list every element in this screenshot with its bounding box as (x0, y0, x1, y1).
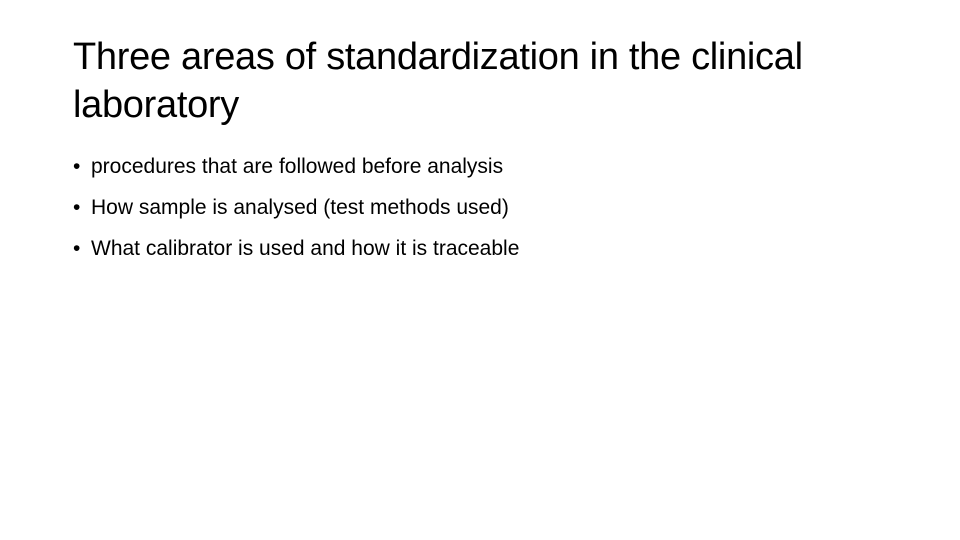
bullet-text: What calibrator is used and how it is traceable (91, 237, 520, 260)
bullet-icon: • (73, 237, 81, 260)
list-item (73, 146, 913, 187)
list-item (73, 187, 913, 228)
list-item (73, 228, 913, 269)
slide-title: Three areas of standardization in the clinical laboratory (73, 36, 803, 126)
bullet-text: procedures that are followed before analysis (91, 155, 504, 178)
bullet-text: How sample is analysed (test methods used) (91, 196, 509, 219)
bullet-list (73, 146, 913, 269)
bullet-icon: • (73, 196, 81, 219)
bullet-icon: • (73, 155, 81, 178)
